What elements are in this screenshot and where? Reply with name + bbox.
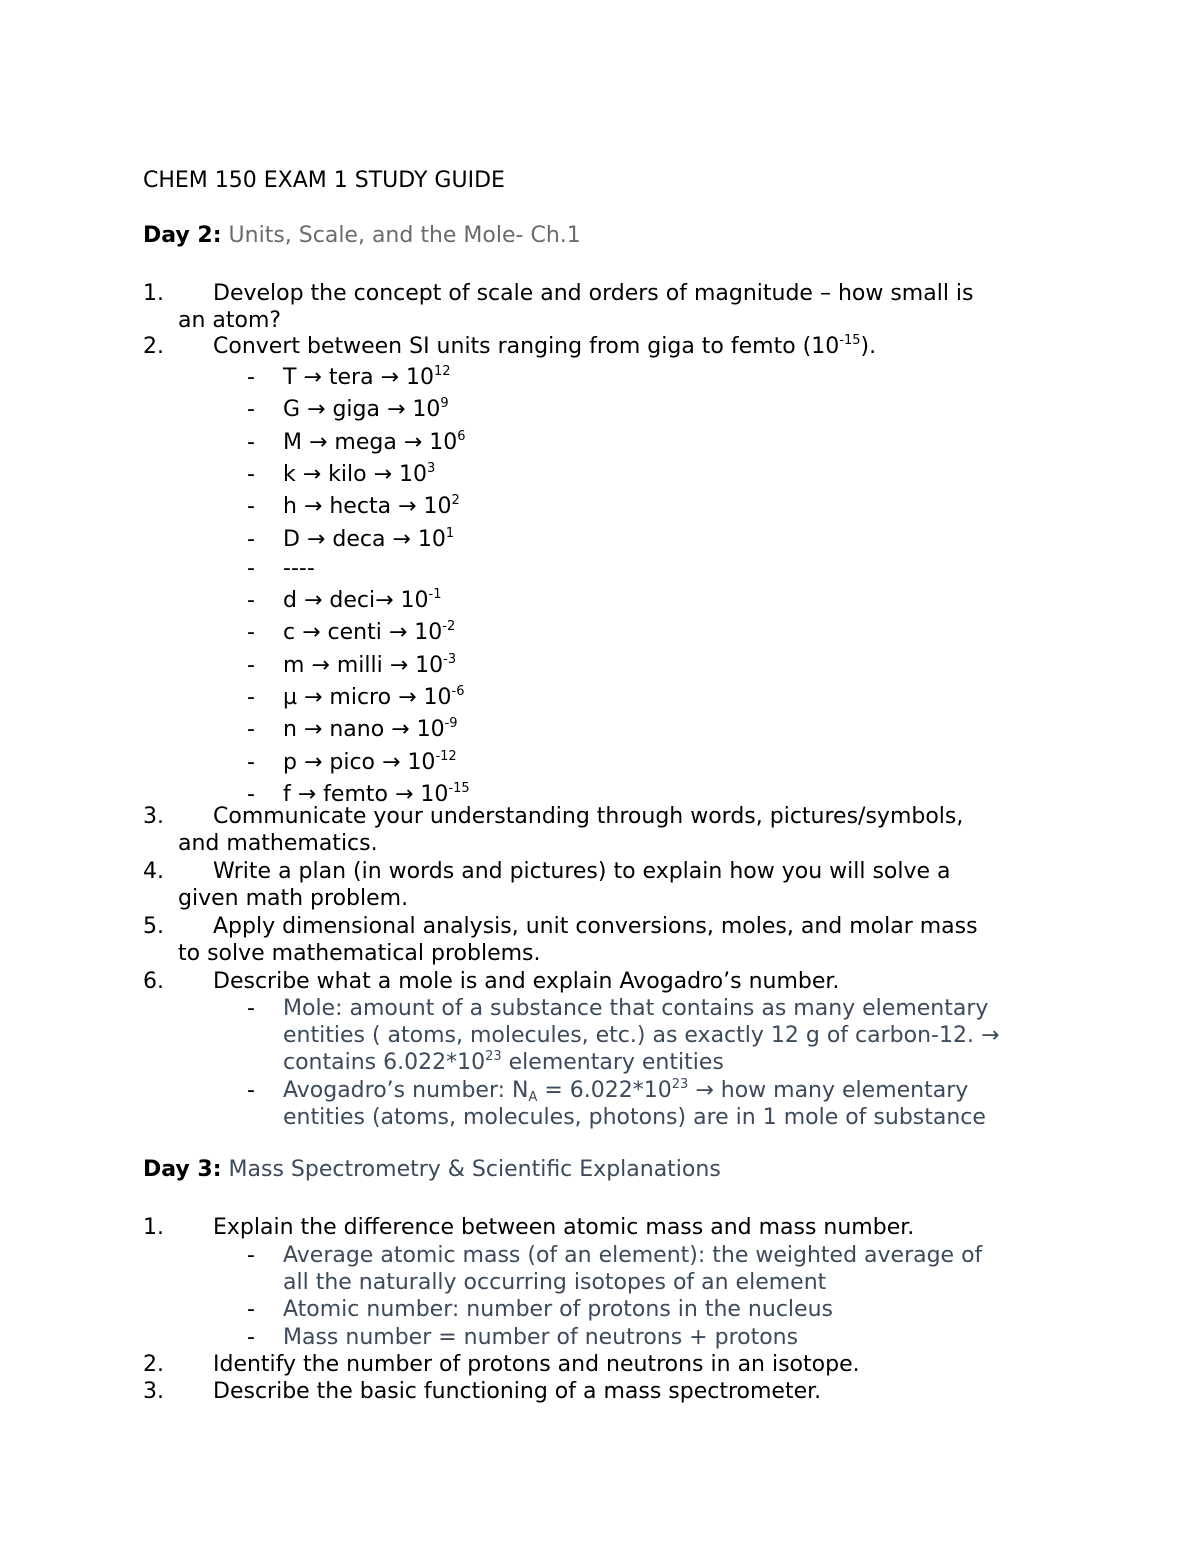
mole-bullet-dash: - xyxy=(247,996,255,1021)
prefix-exponent: -3 xyxy=(443,652,457,667)
prefix-bullet-dash: - xyxy=(247,365,255,390)
day3-item-2-number: 2. xyxy=(143,1352,164,1377)
day2-item-4-number: 4. xyxy=(143,859,164,884)
prefix-exponent: 2 xyxy=(451,493,460,508)
prefix-exponent: -9 xyxy=(444,716,458,731)
mole-line2: entities ( atoms, molecules, etc.) as exactly 12 g of carbon-12. → xyxy=(283,1023,1000,1048)
day2-item-5-line2: to solve mathematical problems. xyxy=(178,941,541,966)
prefix-bullet-dash: - xyxy=(247,620,255,645)
prefix-bullet-dash: - xyxy=(247,685,255,710)
prefix-text: f → femto → 10 xyxy=(283,782,449,807)
prefix-exponent: 3 xyxy=(427,461,436,476)
prefix-item-tera xyxy=(283,364,1073,391)
prefix-exponent: -2 xyxy=(442,619,456,634)
day3-topic: Mass Spectrometry & Scientific Explanations xyxy=(228,1157,721,1182)
prefix-item-pico xyxy=(283,749,1073,776)
day2-item-5-number: 5. xyxy=(143,914,164,939)
prefix-text: m → milli → 10 xyxy=(283,653,444,678)
day2-item-2 xyxy=(213,333,1053,360)
prefix-item-centi xyxy=(283,619,1073,646)
day3-item-2: Identify the number of protons and neutrons in an isotope. xyxy=(213,1352,860,1377)
day2-item-1-line2: an atom? xyxy=(178,308,282,333)
avg-mass-bullet-dash: - xyxy=(247,1243,255,1268)
mole-definition xyxy=(283,995,1073,1076)
avogadro-line1-a: Avogadro’s number: N xyxy=(283,1078,529,1103)
prefix-text: d → deci→ 10 xyxy=(283,588,429,613)
prefix-bullet-dash: - xyxy=(247,462,255,487)
day2-item-2-number: 2. xyxy=(143,334,164,359)
avg-mass-definition xyxy=(283,1242,1073,1296)
prefix-item-kilo xyxy=(283,461,1073,488)
day3-item-3: Describe the basic functioning of a mass spectrometer. xyxy=(213,1379,822,1404)
mole-line3-b: elementary entities xyxy=(501,1050,724,1075)
avogadro-line1 xyxy=(283,1077,1073,1104)
day3-item-1: Explain the difference between atomic mass and mass number. xyxy=(213,1215,915,1240)
day2-item-4-line2: given math problem. xyxy=(178,886,409,911)
mole-line1: Mole: amount of a substance that contains as many elementary xyxy=(283,996,989,1021)
avogadro-subscript: A xyxy=(528,1090,538,1105)
day2-item-3-line2: and mathematics. xyxy=(178,831,378,856)
prefix-bullet-dash: - xyxy=(247,397,255,422)
prefix-item-milli xyxy=(283,652,1073,679)
day2-label: Day 2: xyxy=(143,223,222,248)
prefix-item-giga xyxy=(283,396,1073,423)
avogadro-exponent: 23 xyxy=(671,1077,689,1092)
avg-mass-line1: Average atomic mass (of an element): the weighted average of xyxy=(283,1243,983,1268)
day2-item-2-exponent: -15 xyxy=(839,333,861,348)
day3-item-1-number: 1. xyxy=(143,1215,164,1240)
prefix-text: µ → micro → 10 xyxy=(283,685,452,710)
prefix-text: k → kilo → 10 xyxy=(283,462,427,487)
day2-item-1-line1: Develop the concept of scale and orders of magnitude – how small is xyxy=(213,281,974,306)
prefix-text: D → deca → 10 xyxy=(283,527,446,552)
prefix-exponent: 12 xyxy=(433,364,451,379)
day2-heading xyxy=(143,223,581,248)
mole-line3-exponent: 23 xyxy=(485,1049,502,1064)
prefix-bullet-dash: - xyxy=(247,556,255,581)
prefix-exponent: -6 xyxy=(451,684,465,699)
mole-line3-a: contains 6.022*10 xyxy=(283,1050,486,1075)
prefix-item-nano xyxy=(283,716,1073,743)
prefix-bullet-dash: - xyxy=(247,782,255,807)
prefix-text: T → tera → 10 xyxy=(283,365,434,390)
prefix-bullet-dash: - xyxy=(247,494,255,519)
prefix-item-micro xyxy=(283,684,1073,711)
prefix-exponent: -15 xyxy=(448,781,470,796)
mass-number-definition: Mass number = number of neutrons + protons xyxy=(283,1325,799,1350)
prefix-bullet-dash: - xyxy=(247,750,255,775)
day2-item-3-number: 3. xyxy=(143,804,164,829)
day2-item-3-line1: Communicate your understanding through words, pictures/symbols, xyxy=(213,804,964,829)
prefix-bullet-dash: - xyxy=(247,430,255,455)
atomic-number-definition: Atomic number: number of protons in the nucleus xyxy=(283,1297,833,1322)
prefix-separator: ---- xyxy=(283,556,315,581)
prefix-exponent: -1 xyxy=(428,587,442,602)
day2-item-4 xyxy=(178,858,1053,912)
prefix-text: h → hecta → 10 xyxy=(283,494,452,519)
prefix-text: c → centi → 10 xyxy=(283,620,443,645)
prefix-exponent: -12 xyxy=(435,749,457,764)
day2-item-2-text: Convert between SI units ranging from giga to femto (10 xyxy=(213,334,840,359)
prefix-bullet-dash: - xyxy=(247,588,255,613)
prefix-bullet-dash: - xyxy=(247,527,255,552)
prefix-text: M → mega → 10 xyxy=(283,430,458,455)
prefix-bullet-dash: - xyxy=(247,717,255,742)
day2-item-2-tail: ). xyxy=(860,334,877,359)
day3-item-3-number: 3. xyxy=(143,1379,164,1404)
mass-number-bullet-dash: - xyxy=(247,1325,255,1350)
day2-item-3 xyxy=(178,803,1053,857)
mole-line3 xyxy=(283,1049,1073,1076)
day2-item-5-line1: Apply dimensional analysis, unit conversions, moles, and molar mass xyxy=(213,914,978,939)
prefix-item-hecta xyxy=(283,493,1073,520)
prefix-bullet-dash: - xyxy=(247,653,255,678)
prefix-text: G → giga → 10 xyxy=(283,397,441,422)
atomic-number-bullet-dash: - xyxy=(247,1297,255,1322)
prefix-item-deci xyxy=(283,587,1073,614)
day2-item-5 xyxy=(178,913,1053,967)
day2-item-6-number: 6. xyxy=(143,969,164,994)
avg-mass-line2: all the naturally occurring isotopes of an element xyxy=(283,1270,827,1295)
day2-topic: Units, Scale, and the Mole- Ch.1 xyxy=(228,223,581,248)
prefix-exponent: 6 xyxy=(457,429,466,444)
prefix-item-deca xyxy=(283,526,1073,553)
day2-item-1 xyxy=(178,280,1053,334)
avogadro-line2: entities (atoms, molecules, photons) are in 1 mole of substance xyxy=(283,1105,986,1130)
day2-item-1-number: 1. xyxy=(143,281,164,306)
avogadro-definition xyxy=(283,1077,1073,1131)
avogadro-line1-b: = 6.022*10 xyxy=(537,1078,672,1103)
day2-item-4-line1: Write a plan (in words and pictures) to explain how you will solve a xyxy=(213,859,951,884)
prefix-text: p → pico → 10 xyxy=(283,750,436,775)
day3-label: Day 3: xyxy=(143,1157,222,1182)
prefix-text: n → nano → 10 xyxy=(283,717,445,742)
prefix-exponent: 9 xyxy=(440,396,449,411)
prefix-exponent: 1 xyxy=(445,526,455,541)
day2-item-6: Describe what a mole is and explain Avogadro’s number. xyxy=(213,969,840,994)
document-title: CHEM 150 EXAM 1 STUDY GUIDE xyxy=(143,168,505,193)
day3-heading xyxy=(143,1157,721,1182)
avogadro-line1-c: → how many elementary xyxy=(688,1078,969,1103)
prefix-item-mega xyxy=(283,429,1073,456)
avogadro-bullet-dash: - xyxy=(247,1078,255,1103)
